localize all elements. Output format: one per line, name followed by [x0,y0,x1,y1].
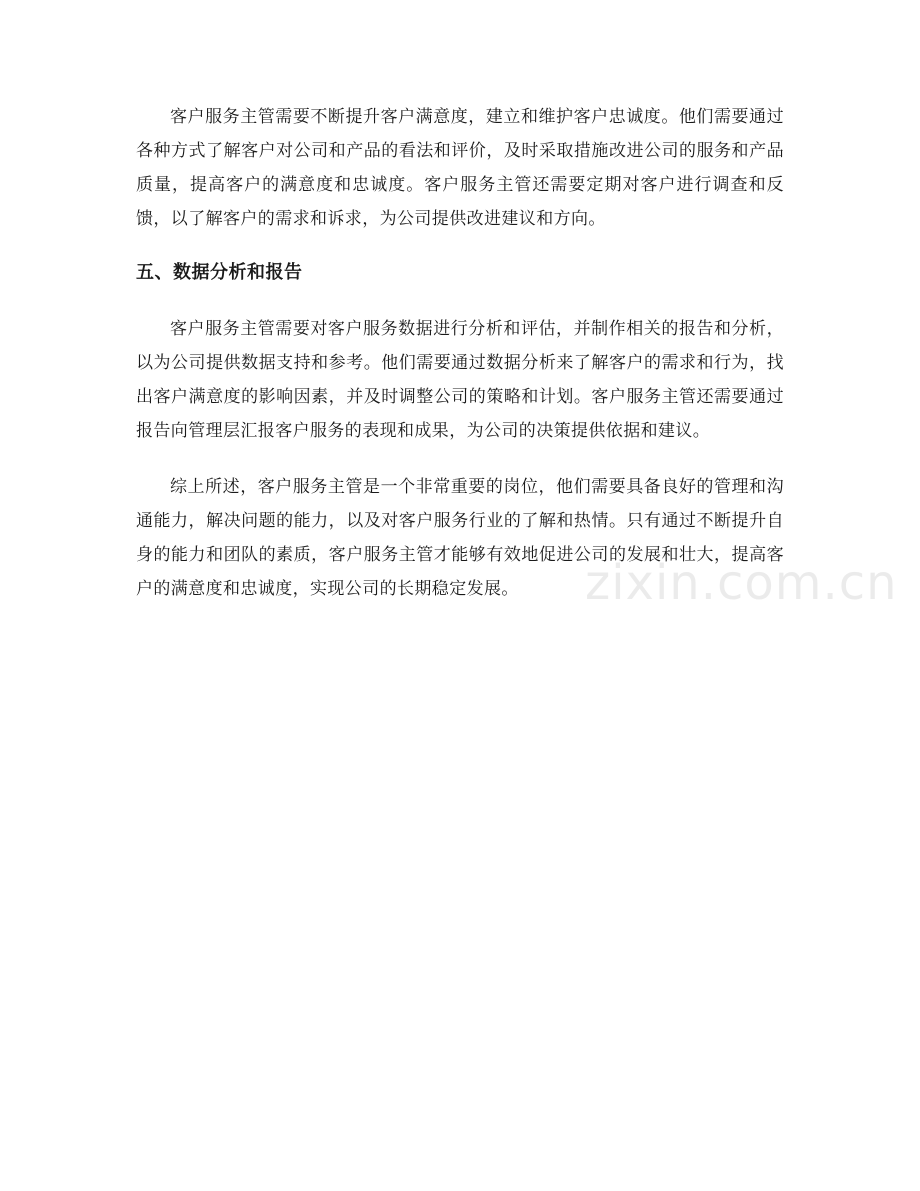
paragraph-customer-satisfaction: 客户服务主管需要不断提升客户满意度，建立和维护客户忠诚度。他们需要通过各种方式了解客户对公司和产品的看法和评价，及时采取措施改进公司的服务和产品质量，提高客户的满意度和忠诚度。客户服务主管还需要定期对客户进行调查和反馈，以了解客户的需求和诉求，为公司提供改进建议和方向。 [136,107,784,229]
paragraph-data-analysis: 客户服务主管需要对客户服务数据进行分析和评估，并制作相关的报告和分析，以为公司提供数据支持和参考。他们需要通过数据分析来了解客户的需求和行为，找出客户满意度的影响因素，并及时调整公司的策略和计划。客户服务主管还需要通过报告向管理层汇报客户服务的表现和成果，为公司的决策提供依据和建议。 [136,319,784,441]
paragraph-conclusion: 综上所述，客户服务主管是一个非常重要的岗位，他们需要具备良好的管理和沟通能力，解决问题的能力，以及对客户服务行业的了解和热情。只有通过不断提升自身的能力和团队的素质，客户服务主管才能够有效地促进公司的发展和壮大，提高客户的满意度和忠诚度，实现公司的长期稳定发展。 [136,477,784,599]
document-body [136,100,784,606]
section-heading-data-analysis: 五、数据分析和报告 [136,262,303,283]
watermark: zixin.com.cn [585,555,898,611]
